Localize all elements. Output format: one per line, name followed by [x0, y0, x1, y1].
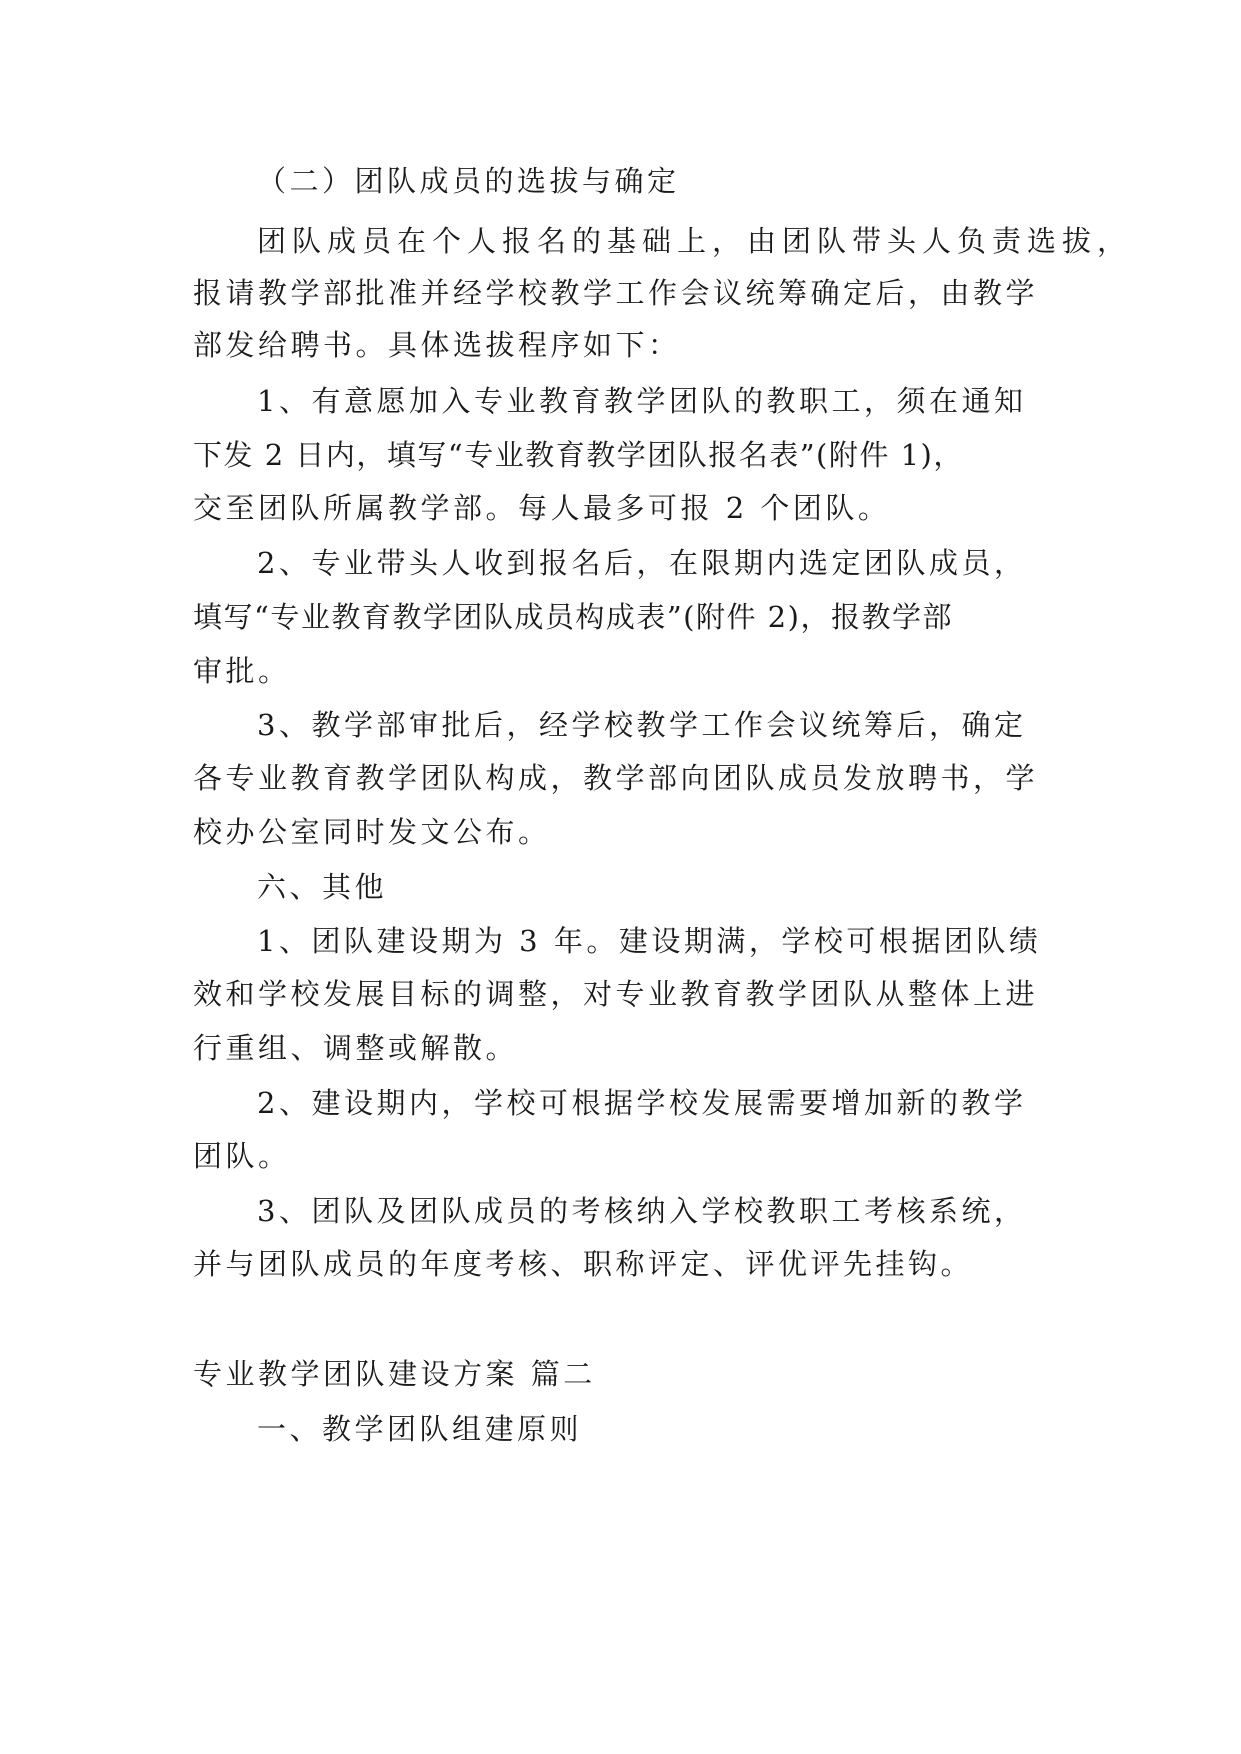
list-item-line: 交至团队所属教学部。每人最多可报 2 个团队。 [193, 491, 891, 525]
list-item-line: 各专业教育教学团队构成，教学部向团队成员发放聘书，学 [193, 761, 1039, 795]
paragraph-line: 团队成员在个人报名的基础上，由团队带头人负责选拔， [257, 224, 1133, 258]
list-item-line: 审批。 [193, 654, 291, 688]
list-item-line: 2、建设期内，学校可根据学校发展需要增加新的教学 [257, 1086, 1027, 1120]
paragraph-line: 报请教学部批准并经学校教学工作会议统筹确定后，由教学 [193, 276, 1039, 310]
list-item-line: 2、专业带头人收到报名后，在限期内选定团队成员， [257, 546, 1027, 580]
section-heading-other: 六、其他 [257, 870, 388, 904]
list-item-line: 效和学校发展目标的调整，对专业教育教学团队从整体上进 [193, 977, 1039, 1011]
list-item-line: 行重组、调整或解散。 [193, 1031, 519, 1065]
section-heading-team-formation-principles: 一、教学团队组建原则 [257, 1412, 583, 1446]
list-item-line: 3、教学部审批后，经学校教学工作会议统筹后，确定 [257, 708, 1027, 742]
list-item-line: 校办公室同时发文公布。 [193, 815, 551, 849]
paragraph-line: 部发给聘书。具体选拔程序如下： [193, 328, 681, 362]
list-item-line: 1、有意愿加入专业教育教学团队的教职工，须在通知 [257, 384, 1027, 418]
section-heading-team-member-selection: （二）团队成员的选拔与确定 [257, 164, 680, 198]
article-title: 专业教学团队建设方案 篇二 [193, 1357, 596, 1391]
list-item-line: 团队。 [193, 1139, 291, 1173]
list-item-line: 并与团队成员的年度考核、职称评定、评优评先挂钩。 [193, 1247, 974, 1281]
list-item-line: 1、团队建设期为 3 年。建设期满，学校可根据团队绩 [257, 924, 1042, 958]
list-item-line: 下发 2 日内，填写“专业教育教学团队报名表”(附件 1)， [193, 438, 964, 472]
list-item-line: 填写“专业教育教学团队成员构成表”(附件 2)，报教学部 [193, 600, 953, 634]
list-item-line: 3、团队及团队成员的考核纳入学校教职工考核系统， [257, 1194, 1027, 1228]
